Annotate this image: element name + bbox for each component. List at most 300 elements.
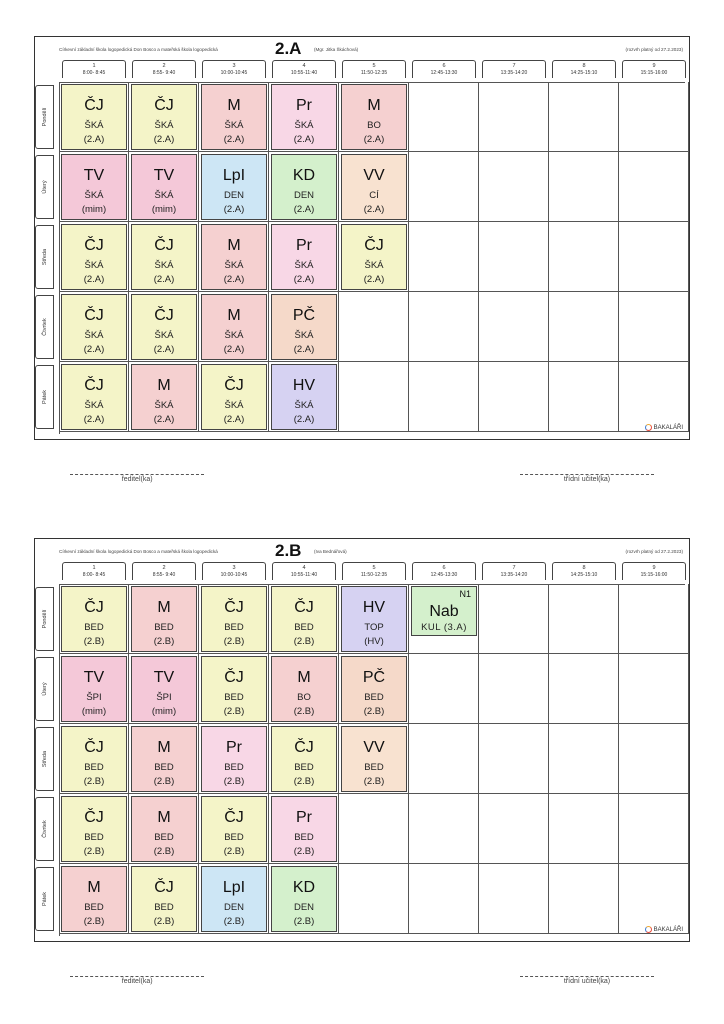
timetable-grid xyxy=(41,82,685,434)
grid-cell xyxy=(619,794,689,864)
lesson-teacher: ŠKÁ xyxy=(294,120,314,131)
lesson-room: (2.A) xyxy=(153,134,175,145)
lesson-cell[interactable] xyxy=(61,866,127,932)
period-number: 2 xyxy=(162,565,166,571)
validity-note: (rozvrh platný od 27.2.2023) xyxy=(625,47,683,52)
lesson-teacher: ŠPI xyxy=(86,692,102,703)
lesson-teacher: BED xyxy=(224,832,244,843)
lesson-teacher: ŠKÁ xyxy=(364,260,384,271)
lesson-subject: LpI xyxy=(222,167,246,184)
period-number: 2 xyxy=(162,63,166,69)
lesson-cell[interactable] xyxy=(201,364,267,430)
period-number: 7 xyxy=(512,63,516,69)
lesson-cell[interactable] xyxy=(271,154,337,220)
lesson-teacher: ŠKÁ xyxy=(294,260,314,271)
lesson-subject: ČJ xyxy=(224,377,244,394)
lesson-subject: ČJ xyxy=(154,237,174,254)
lesson-room: (2.A) xyxy=(293,274,315,285)
lesson-teacher: ŠKÁ xyxy=(154,400,174,411)
lesson-cell[interactable] xyxy=(61,84,127,150)
validity-note: (rozvrh platný od 27.2.2023) xyxy=(625,549,683,554)
period-number: 5 xyxy=(372,63,376,69)
grid-cell xyxy=(339,362,409,432)
lesson-subject: PČ xyxy=(362,669,386,686)
lesson-cell[interactable] xyxy=(271,586,337,652)
lesson-cell[interactable] xyxy=(201,84,267,150)
lesson-subject: Pr xyxy=(226,739,242,756)
lesson-teacher: DEN xyxy=(223,902,245,913)
period-number: 1 xyxy=(92,63,96,69)
day-name: Pátek xyxy=(41,389,48,405)
lesson-subject: M xyxy=(157,739,171,756)
school-name: Církevní základní škola logopedická Don Bosco a mateřská škola logopedická xyxy=(59,549,218,554)
lesson-teacher: CÍ xyxy=(369,190,379,201)
lesson-room: (2.B) xyxy=(83,776,105,787)
period-header xyxy=(132,562,196,580)
period-time: 12:45-13:30 xyxy=(430,572,458,578)
lesson-teacher: ŠKÁ xyxy=(294,400,314,411)
lesson-group: N1 xyxy=(459,589,471,599)
grid-cell xyxy=(409,794,479,864)
lesson-room: (2.B) xyxy=(223,706,245,717)
lesson-room: (2.A) xyxy=(153,344,175,355)
class-teacher: (Mgr. Jitka Škáchová) xyxy=(314,47,359,52)
grid-cell xyxy=(549,584,619,654)
day-label xyxy=(35,225,54,289)
lesson-cell[interactable] xyxy=(341,224,407,290)
period-number: 8 xyxy=(582,63,586,69)
lesson-cell[interactable] xyxy=(271,866,337,932)
lesson-teacher: BED xyxy=(84,762,104,773)
lesson-cell[interactable] xyxy=(271,84,337,150)
lesson-teacher: ŠKÁ xyxy=(294,330,314,341)
lesson-subject: TV xyxy=(153,167,175,184)
lesson-subject: M xyxy=(227,237,241,254)
lesson-room: (2.A) xyxy=(153,274,175,285)
lesson-subject: ČJ xyxy=(364,237,384,254)
lesson-room: (2.B) xyxy=(223,776,245,787)
lesson-cell[interactable] xyxy=(341,726,407,792)
lesson-room: (2.A) xyxy=(223,344,245,355)
grid-cell xyxy=(479,222,549,292)
period-time: 10:55-11:40 xyxy=(290,572,318,578)
lesson-subject: ČJ xyxy=(224,669,244,686)
lesson-teacher: BED xyxy=(364,692,384,703)
lesson-cell[interactable] xyxy=(271,364,337,430)
day-name: Pátek xyxy=(41,891,48,907)
class-title: 2.B xyxy=(275,541,302,560)
day-label xyxy=(35,657,54,721)
lesson-subject: ČJ xyxy=(84,739,104,756)
lesson-cell[interactable] xyxy=(61,796,127,862)
period-header xyxy=(342,60,406,78)
day-name: Středa xyxy=(41,248,48,266)
lesson-cell[interactable] xyxy=(131,586,197,652)
period-time: 15:15-16:00 xyxy=(640,70,668,76)
lesson-subject: ČJ xyxy=(294,599,314,616)
lesson-teacher: ŠKÁ xyxy=(84,120,104,131)
lesson-cell[interactable] xyxy=(61,224,127,290)
lesson-teacher: BO xyxy=(297,692,311,703)
period-time: 10:00-10:45 xyxy=(220,70,248,76)
grid-cell xyxy=(549,864,619,934)
lesson-room: (2.B) xyxy=(83,916,105,927)
grid-cell xyxy=(619,222,689,292)
lesson-subject: ČJ xyxy=(154,307,174,324)
grid-cell xyxy=(549,292,619,362)
period-header xyxy=(342,562,406,580)
lesson-subject: M xyxy=(157,809,171,826)
grid-cell xyxy=(549,82,619,152)
grid-cell xyxy=(549,724,619,794)
lesson-room: (2.A) xyxy=(363,204,385,215)
lesson-cell[interactable] xyxy=(61,154,127,220)
period-number: 3 xyxy=(232,63,236,69)
brand-name: BAKALÁŘI xyxy=(653,927,683,933)
lesson-subject: ČJ xyxy=(84,377,104,394)
grid-cell xyxy=(479,584,549,654)
day-name: Středa xyxy=(41,750,48,768)
period-header xyxy=(272,562,336,580)
lesson-cell[interactable] xyxy=(131,796,197,862)
lesson-room: (2.B) xyxy=(153,916,175,927)
lesson-subject: Pr xyxy=(296,809,312,826)
lesson-subject: M xyxy=(87,879,101,896)
grid-cell xyxy=(409,362,479,432)
lesson-room: (2.B) xyxy=(223,846,245,857)
lesson-room: (2.A) xyxy=(83,414,105,425)
lesson-cell[interactable] xyxy=(201,796,267,862)
lesson-subject: ČJ xyxy=(84,237,104,254)
lesson-cell[interactable] xyxy=(201,294,267,360)
lesson-subject: M xyxy=(227,307,241,324)
lesson-room: (2.A) xyxy=(293,414,315,425)
lesson-room: (2.A) xyxy=(223,204,245,215)
lesson-cell[interactable] xyxy=(61,364,127,430)
lesson-teacher-room xyxy=(412,622,476,633)
period-header xyxy=(202,60,266,78)
lesson-cell[interactable] xyxy=(61,656,127,722)
lesson-subject: ČJ xyxy=(224,599,244,616)
period-number: 7 xyxy=(512,565,516,571)
lesson-cell[interactable] xyxy=(271,726,337,792)
lesson-cell[interactable] xyxy=(131,224,197,290)
brand-logo xyxy=(645,926,683,933)
lesson-cell[interactable] xyxy=(201,224,267,290)
lesson-teacher: BED xyxy=(224,622,244,633)
day-label xyxy=(35,365,54,429)
period-time: 13:35-14:20 xyxy=(500,572,528,578)
lesson-room: (2.B) xyxy=(153,776,175,787)
lesson-teacher: BED xyxy=(84,832,104,843)
brand-logo xyxy=(645,424,683,431)
lesson-teacher: BED xyxy=(224,762,244,773)
period-header-row xyxy=(59,60,685,78)
lesson-room: (2.A) xyxy=(83,274,105,285)
lesson-teacher: ŠPI xyxy=(156,692,172,703)
lesson-room: (2.B) xyxy=(153,636,175,647)
period-header xyxy=(202,562,266,580)
lesson-subject: KD xyxy=(292,167,316,184)
lesson-room: (2.A) xyxy=(363,274,385,285)
timetable-2a xyxy=(34,36,690,440)
lesson-room: (2.A) xyxy=(83,134,105,145)
lesson-subject: VV xyxy=(363,167,385,184)
lesson-subject: ČJ xyxy=(294,739,314,756)
lesson-cell[interactable] xyxy=(341,84,407,150)
signature-director-2a: ředitel(ka) xyxy=(70,474,204,483)
period-number: 9 xyxy=(652,565,656,571)
grid-cell xyxy=(339,864,409,934)
lesson-teacher: ŠKÁ xyxy=(154,330,174,341)
day-label xyxy=(35,295,54,359)
period-time: 14:25-15:10 xyxy=(570,70,598,76)
lesson-cell[interactable] xyxy=(411,586,477,636)
period-header xyxy=(62,60,126,78)
period-header xyxy=(622,60,686,78)
day-label xyxy=(35,155,54,219)
lesson-room: (2.B) xyxy=(293,636,315,647)
lesson-cell[interactable] xyxy=(271,656,337,722)
lesson-cell[interactable] xyxy=(201,656,267,722)
grid-cell xyxy=(339,794,409,864)
lesson-cell[interactable] xyxy=(131,154,197,220)
bakalari-logo-icon xyxy=(645,926,652,933)
timetable-header xyxy=(35,539,689,561)
lesson-cell[interactable] xyxy=(201,586,267,652)
class-title: 2.A xyxy=(275,39,302,58)
lesson-cell[interactable] xyxy=(271,294,337,360)
grid-cell xyxy=(619,362,689,432)
lesson-room: (2.B) xyxy=(293,776,315,787)
lesson-subject: ČJ xyxy=(224,809,244,826)
grid-cell xyxy=(339,292,409,362)
day-label xyxy=(35,85,54,149)
signature-class-teacher-2b: třídní učitel(ka) xyxy=(520,976,654,985)
lesson-subject: TV xyxy=(83,669,105,686)
lesson-subject: Pr xyxy=(296,237,312,254)
day-name: Čtvrtek xyxy=(41,820,48,838)
lesson-cell[interactable] xyxy=(341,586,407,652)
lesson-subject: LpI xyxy=(222,879,246,896)
day-name: Úterý xyxy=(41,682,48,696)
period-time: 14:25-15:10 xyxy=(570,572,598,578)
lesson-cell[interactable] xyxy=(61,294,127,360)
lesson-subject: M xyxy=(157,377,171,394)
day-name: Úterý xyxy=(41,180,48,194)
lesson-cell[interactable] xyxy=(131,656,197,722)
lesson-room: (2.A) xyxy=(223,134,245,145)
lesson-teacher: ŠKÁ xyxy=(224,330,244,341)
lesson-room: (2.B) xyxy=(83,846,105,857)
lesson-room: (2.B) xyxy=(293,706,315,717)
timetable-grid xyxy=(41,584,685,936)
timetable-header xyxy=(35,37,689,59)
lesson-cell[interactable] xyxy=(201,726,267,792)
lesson-teacher: BED xyxy=(294,762,314,773)
lesson-cell[interactable] xyxy=(61,726,127,792)
lesson-subject: M xyxy=(157,599,171,616)
grid-cell xyxy=(479,864,549,934)
grid-cell xyxy=(479,724,549,794)
brand-name: BAKALÁŘI xyxy=(653,425,683,431)
lesson-room: (3.A) xyxy=(443,622,467,633)
day-name: Čtvrtek xyxy=(41,318,48,336)
grid-cell xyxy=(619,584,689,654)
lesson-teacher: BED xyxy=(294,832,314,843)
lesson-teacher: BED xyxy=(154,762,174,773)
lesson-cell[interactable] xyxy=(131,364,197,430)
period-number: 1 xyxy=(92,565,96,571)
grid-cell xyxy=(409,724,479,794)
lesson-subject: ČJ xyxy=(84,97,104,114)
lesson-teacher: BED xyxy=(84,902,104,913)
grid-cell xyxy=(479,292,549,362)
lesson-teacher: KUL xyxy=(421,622,441,633)
lesson-subject: VV xyxy=(363,739,385,756)
lesson-cell[interactable] xyxy=(201,866,267,932)
lesson-subject: Pr xyxy=(296,97,312,114)
period-number: 5 xyxy=(372,565,376,571)
lesson-room: (mim) xyxy=(81,706,107,717)
period-number: 6 xyxy=(442,63,446,69)
lesson-room: (2.A) xyxy=(293,344,315,355)
lesson-cell[interactable] xyxy=(341,656,407,722)
period-header xyxy=(272,60,336,78)
grid-cell xyxy=(549,362,619,432)
lesson-cell[interactable] xyxy=(341,154,407,220)
lesson-cell[interactable] xyxy=(61,586,127,652)
grid-cell xyxy=(409,864,479,934)
period-header xyxy=(412,562,476,580)
class-teacher: (Iva Bednářová) xyxy=(314,549,347,554)
lesson-room: (2.A) xyxy=(223,274,245,285)
lesson-cell[interactable] xyxy=(131,294,197,360)
lesson-teacher: ŠKÁ xyxy=(154,260,174,271)
lesson-room: (2.A) xyxy=(83,344,105,355)
lesson-teacher: ŠKÁ xyxy=(224,400,244,411)
grid-cell xyxy=(549,654,619,724)
grid-cell xyxy=(479,794,549,864)
period-header xyxy=(622,562,686,580)
grid-cell xyxy=(479,152,549,222)
lesson-room: (2.A) xyxy=(293,134,315,145)
day-label xyxy=(35,867,54,931)
grid-cell xyxy=(479,654,549,724)
lesson-cell[interactable] xyxy=(131,84,197,150)
period-header-row xyxy=(59,562,685,580)
lesson-teacher: DEN xyxy=(293,902,315,913)
grid-cell xyxy=(619,654,689,724)
lesson-room: (mim) xyxy=(151,706,177,717)
lesson-room: (2.A) xyxy=(363,134,385,145)
day-label xyxy=(35,587,54,651)
period-time: 12:45-13:30 xyxy=(430,70,458,76)
lesson-subject: M xyxy=(367,97,381,114)
lesson-room: (2.B) xyxy=(223,636,245,647)
lesson-subject: PČ xyxy=(292,307,316,324)
lesson-teacher: ŠKÁ xyxy=(84,190,104,201)
period-time: 10:55-11:40 xyxy=(290,70,318,76)
lesson-room: (mim) xyxy=(151,204,177,215)
period-number: 4 xyxy=(302,565,306,571)
grid-cell xyxy=(619,724,689,794)
lesson-teacher: ŠKÁ xyxy=(84,330,104,341)
lesson-subject: Nab xyxy=(429,603,459,620)
lesson-subject: HV xyxy=(292,377,316,394)
school-name: Církevní základní škola logopedická Don Bosco a mateřská škola logopedická xyxy=(59,47,218,52)
lesson-subject: ČJ xyxy=(154,879,174,896)
grid-cell xyxy=(409,292,479,362)
lesson-subject: ČJ xyxy=(84,599,104,616)
period-number: 6 xyxy=(442,565,446,571)
period-header xyxy=(132,60,196,78)
lesson-teacher: TOP xyxy=(364,622,384,633)
period-header xyxy=(62,562,126,580)
grid-cell xyxy=(479,82,549,152)
period-header xyxy=(552,60,616,78)
grid-cell xyxy=(549,152,619,222)
lesson-cell[interactable] xyxy=(131,866,197,932)
lesson-subject: ČJ xyxy=(84,809,104,826)
lesson-teacher: BED xyxy=(84,622,104,633)
lesson-teacher: ŠKÁ xyxy=(84,260,104,271)
period-time: 11:50-12:35 xyxy=(360,572,388,578)
day-name: Pondělí xyxy=(41,609,48,629)
lesson-cell[interactable] xyxy=(131,726,197,792)
period-time: 10:00-10:45 xyxy=(220,572,248,578)
lesson-subject: ČJ xyxy=(84,307,104,324)
period-header xyxy=(552,562,616,580)
day-name: Pondělí xyxy=(41,107,48,127)
lesson-room: (2.A) xyxy=(223,414,245,425)
signature-director-2b: ředitel(ka) xyxy=(70,976,204,985)
lesson-subject: KD xyxy=(292,879,316,896)
bakalari-logo-icon xyxy=(645,424,652,431)
day-label xyxy=(35,797,54,861)
lesson-teacher: ŠKÁ xyxy=(224,260,244,271)
lesson-cell[interactable] xyxy=(271,224,337,290)
period-header xyxy=(412,60,476,78)
period-number: 9 xyxy=(652,63,656,69)
grid-cell xyxy=(409,82,479,152)
period-header xyxy=(482,562,546,580)
grid-cell xyxy=(409,654,479,724)
lesson-teacher: ŠKÁ xyxy=(154,120,174,131)
period-number: 8 xyxy=(582,565,586,571)
grid-cell xyxy=(619,864,689,934)
lesson-cell[interactable] xyxy=(271,796,337,862)
lesson-subject: ČJ xyxy=(154,97,174,114)
day-label xyxy=(35,727,54,791)
period-number: 4 xyxy=(302,63,306,69)
lesson-subject: M xyxy=(227,97,241,114)
lesson-teacher: ŠKÁ xyxy=(84,400,104,411)
lesson-room: (2.A) xyxy=(293,204,315,215)
period-number: 3 xyxy=(232,565,236,571)
lesson-teacher: ŠKÁ xyxy=(224,120,244,131)
lesson-room: (mim) xyxy=(81,204,107,215)
lesson-subject: M xyxy=(297,669,311,686)
lesson-cell[interactable] xyxy=(201,154,267,220)
lesson-teacher: BED xyxy=(154,902,174,913)
period-time: 8:00- 8:45 xyxy=(82,572,106,578)
lesson-room: (2.B) xyxy=(223,916,245,927)
grid-cell xyxy=(619,82,689,152)
lesson-room: (2.B) xyxy=(293,916,315,927)
lesson-teacher: ŠKÁ xyxy=(154,190,174,201)
grid-cell xyxy=(479,362,549,432)
